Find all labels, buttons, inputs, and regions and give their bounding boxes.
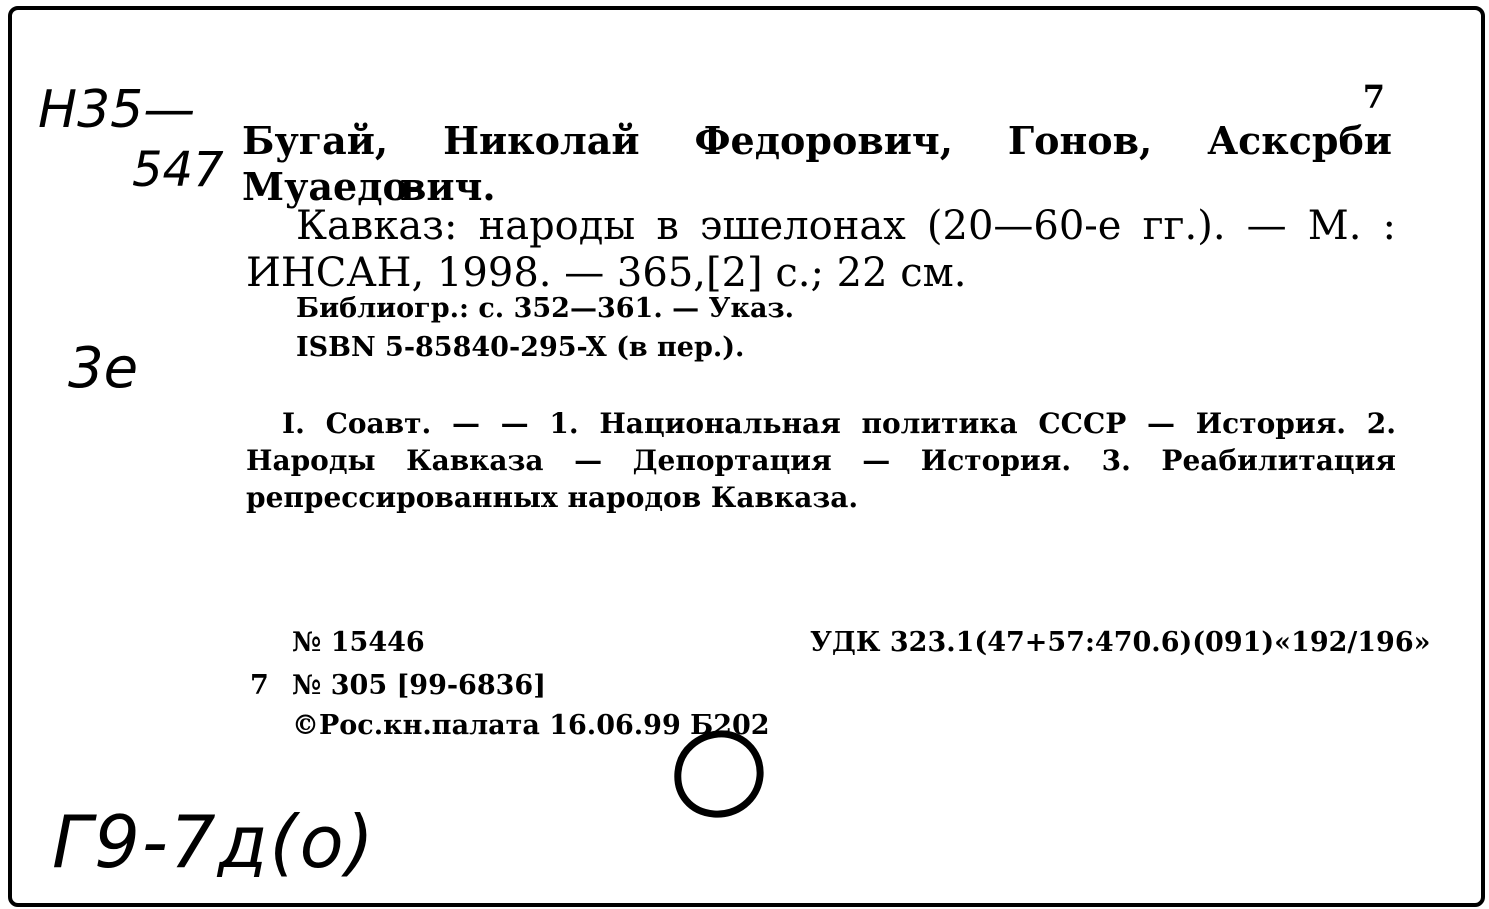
handwritten-shelfmark-line1: Н35— (38, 80, 196, 140)
subject-headings-text: I. Соавт. — — 1. Национальная политика СССР — История. 2. Народы Кавказа — Депортация — История. 3. Реабилитация репрессированных народов Кавказа. (246, 407, 1396, 514)
registration-lead-number: 7 (250, 670, 269, 701)
author-line-continued: вич. (400, 164, 496, 209)
catalog-card (8, 6, 1485, 907)
card-number: 7 (1362, 78, 1385, 116)
bibliography-note: Библиогр.: с. 352—361. — Указ. (296, 293, 795, 324)
title-line: Кавказ: народы в эшелонах (20—60-е гг.). — М. : (296, 203, 1396, 249)
book-chamber-line: ©Рос.кн.палата 16.06.99 Б202 (292, 710, 770, 741)
handwritten-location-mark: Г9-7д(о) (52, 800, 376, 884)
isbn-line: ISBN 5-85840-295-X (в пер.). (296, 332, 745, 363)
publication-line: ИНСАН, 1998. — 365,[2] с.; 22 см. (246, 250, 967, 296)
udk-code: УДК 323.1(47+57:470.6)(091)«192/196» (810, 627, 1431, 658)
handwritten-shelfmark-line2: 547 (132, 142, 224, 198)
registration-number: № 15446 (292, 627, 425, 658)
author-line: Бугай, Николай Федорович, Гонов, Асксрби Муаедо- (242, 118, 1392, 209)
registration-number-2: № 305 [99-6836] (292, 670, 546, 701)
handwritten-class-mark: 3е (68, 336, 139, 401)
stamp-circle-icon (670, 728, 766, 820)
subject-headings (246, 405, 1396, 516)
